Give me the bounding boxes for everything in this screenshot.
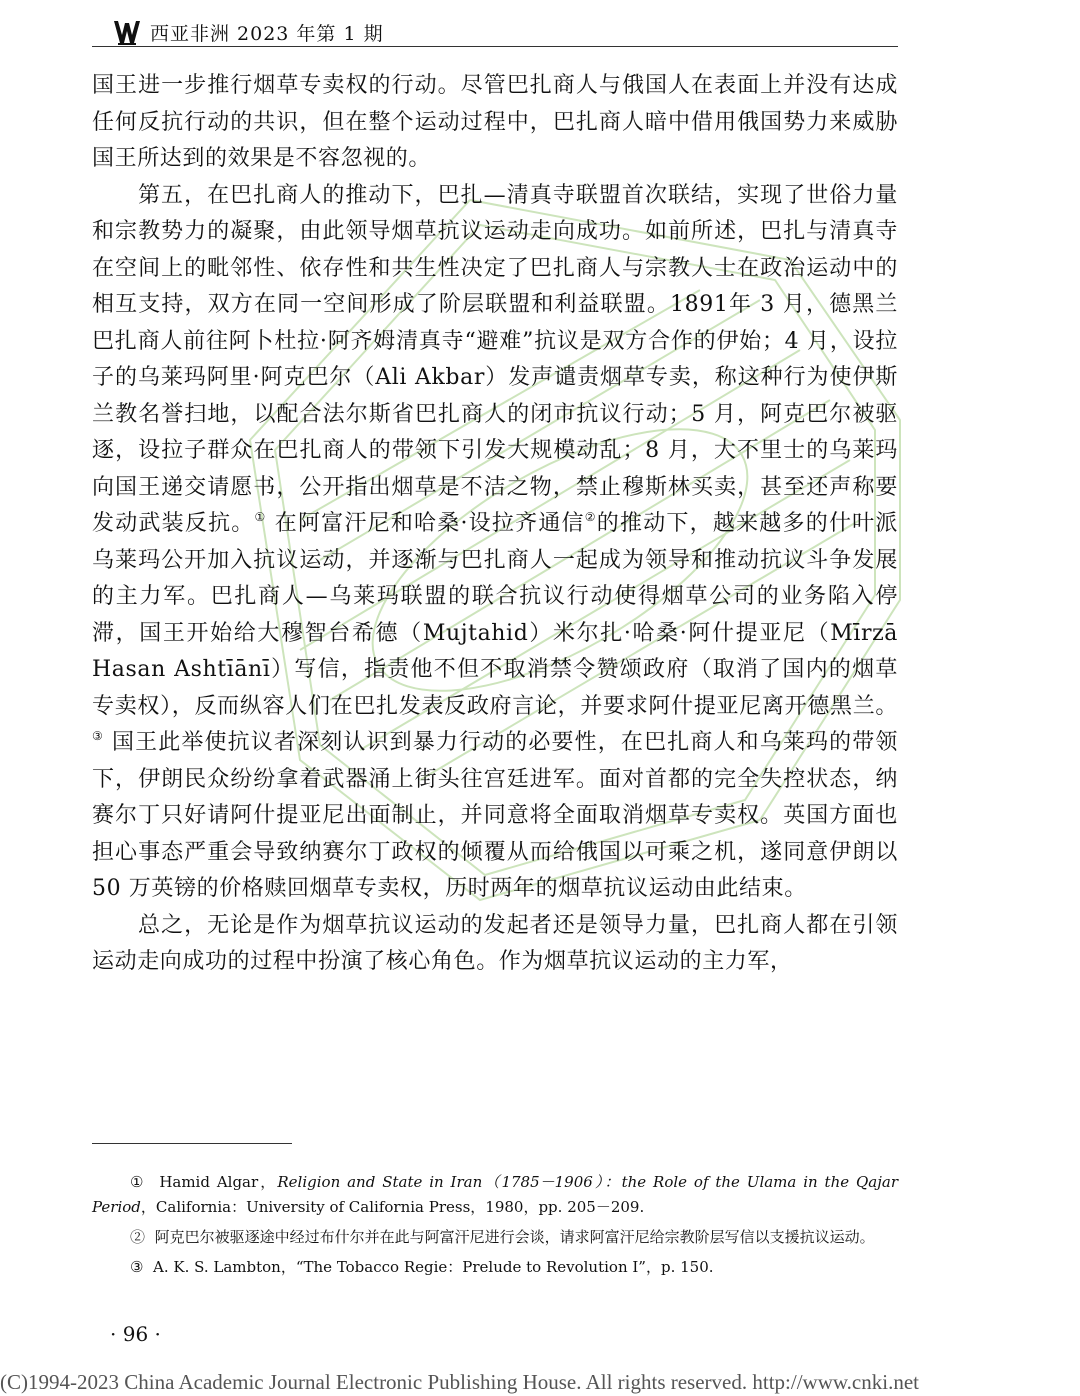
paragraph: 总之，无论是作为烟草抗议运动的发起者还是领导力量，巴扎商人都在引领运动走向成功的过程中扮演了核心角色。作为烟草抗议运动的主力军， [92, 912, 898, 974]
header-divider [92, 46, 898, 47]
footnote-author: Hamid Algar， [159, 1173, 278, 1191]
text-run: 国王此举使抗议者深刻认识到暴力行动的必要性，在巴扎商人和乌莱玛的带领下，伊朗民众纷纷拿着武器涌上街头往宫廷进军。面对首都的完全失控状态，纳赛尔丁只好请阿什提亚尼出面制止，并同意将全面取消烟草专卖权。英国方面也担心事态严重会导致纳赛尔丁政权的倾覆从而给俄国以可乘之机，遂同意伊朗以 50 万英镑的价格赎回烟草专卖权，历时两年的烟草抗议运动由此结束。 [92, 730, 898, 901]
footnote-mark: ① [130, 1173, 146, 1191]
copyright-notice: (C)1994-2023 China Academic Journal Electronic Publishing House. All rights reserved. http://www.cnki.net [0, 1370, 919, 1394]
footnote-divider [92, 1143, 292, 1144]
text-run: 第五，在巴扎商人的推动下，巴扎—清真寺联盟首次联结，实现了世俗力量和宗教势力的凝聚，由此领导烟草抗议运动走向成功。如前所述，巴扎与清真寺在空间上的毗邻性、依存性和共生性决定了巴扎商人与宗教人士在政治运动中的相互支持，双方在同一空间形成了阶层联盟和利益联盟。1891年 3 月，德黑兰巴扎商人前往阿卜杜拉·阿齐姆清真寺“避难”抗议是双方合作的伊始；4 月，设拉子的乌莱玛阿里·阿克巴尔（Ali Akbar）发声谴责烟草专卖，称这种行为使伊斯兰教名誉扫地，以配合法尔斯省巴扎商人的闭市抗议行动；5 月，阿克巴尔被驱逐，设拉子群众在巴扎商人的带领下引发大规模动乱；8 月，大不里士的乌莱玛向国王递交请愿书，公开指出烟草是不洁之物，禁止穆斯林买卖，甚至还声称要发动武装反抗。 [92, 182, 898, 536]
footnote-ref[interactable]: ① [254, 510, 267, 524]
paragraph: 国王进一步推行烟草专卖权的行动。尽管巴扎商人与俄国人在表面上并没有达成任何反抗行动的共识，但在整个运动过程中，巴扎商人暗中借用俄国势力来威胁国王所达到的效果是不容忽视的。 [92, 73, 898, 171]
footnote-mark: ② [130, 1228, 146, 1246]
journal-logo-icon [112, 17, 142, 47]
footnote-mark: ③ [130, 1258, 144, 1276]
footnote-text: A. K. S. Lambton，“The Tobacco Regie：Prelude to Revolution I”，p. 150. [153, 1258, 714, 1276]
text-run: 的推动下，越来越多的什叶派乌莱玛公开加入抗议运动，并逐渐与巴扎商人一起成为领导和推动抗议斗争发展的主力军。巴扎商人—乌莱玛联盟的联合抗议行动使得烟草公司的业务陷入停滞，国王开始给大穆智台希德（Mujtahid）米尔扎·哈桑·阿什提亚尼（Mīrzā Hasan Ashtīānī）写信，指责他不但不取消禁令赞颂政府（取消了国内的烟草专卖权），反而纵容人们在巴扎发表反政府言论，并要求阿什提亚尼离开德黑兰。 [92, 511, 898, 719]
footnote-ref[interactable]: ③ [92, 729, 104, 743]
footnote-rest: ，California：University of California Press，1980，pp. 205－209. [140, 1198, 645, 1216]
footnote-text: 阿克巴尔被驱逐途中经过布什尔并在此与阿富汗尼进行会谈，请求阿富汗尼给宗教阶层写信以支援抗议运动。 [154, 1228, 875, 1246]
text-run: 在阿富汗尼和哈桑·设拉齐通信 [266, 511, 585, 536]
footnotes [92, 1170, 898, 1285]
footnote [92, 1170, 898, 1220]
page-number: · 96 · [110, 1322, 161, 1346]
page-header [112, 14, 384, 50]
journal-title: 西亚非洲 2023 年第 1 期 [150, 22, 384, 45]
footnote-ref[interactable]: ② [584, 510, 597, 524]
footnote [92, 1255, 898, 1280]
paragraph [92, 178, 898, 908]
main-text [92, 68, 898, 981]
footnote [92, 1225, 898, 1250]
footnote-title: Religion and State in Iran（1785－1906）：the Role of the Ulama in the Qajar Period [92, 1173, 898, 1216]
